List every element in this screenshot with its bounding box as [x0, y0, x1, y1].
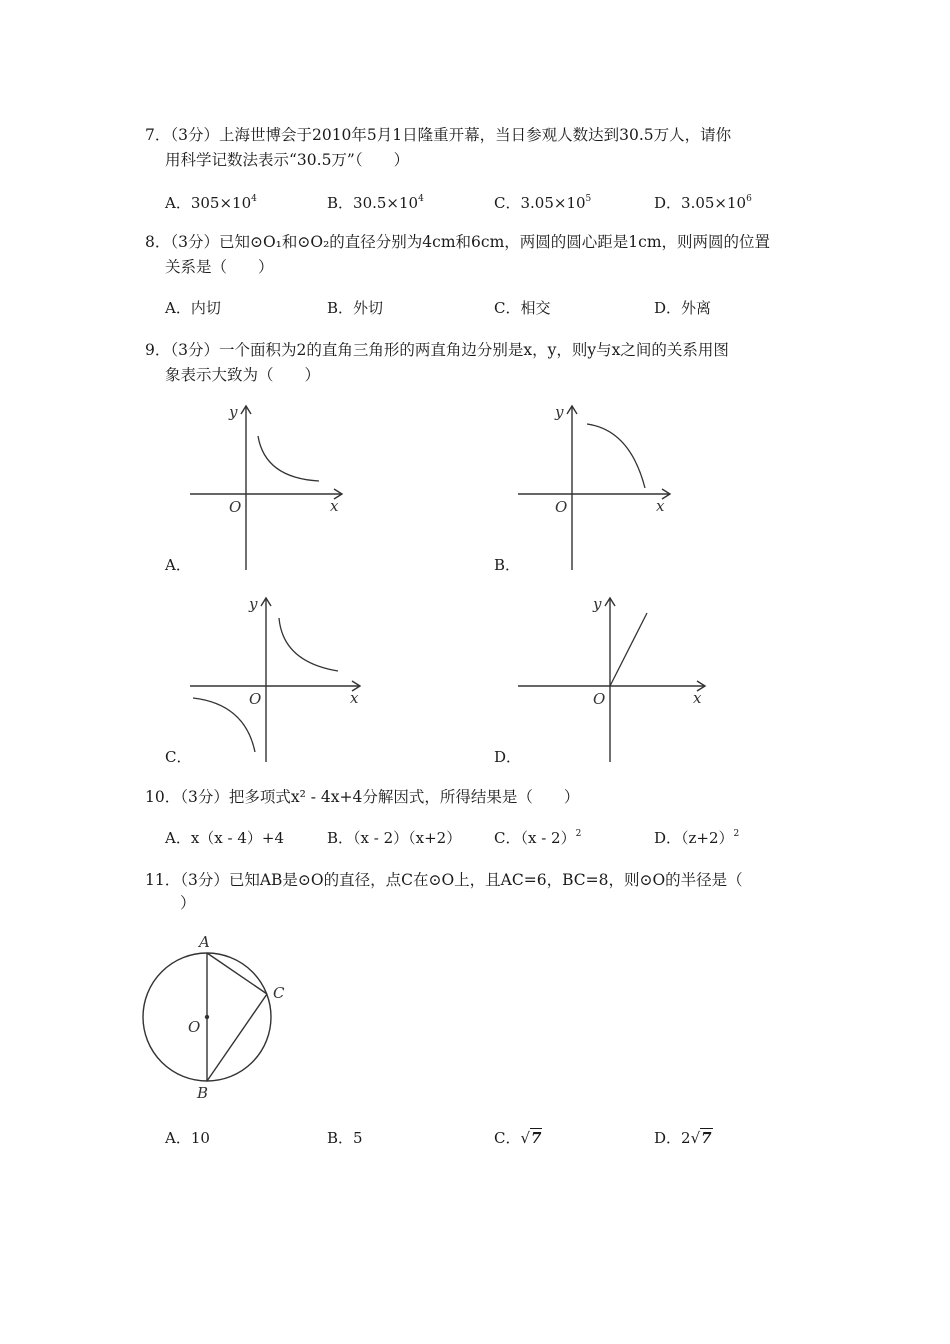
graph-c-curve-q1: [279, 618, 338, 671]
question-11-line-1: 11．（3分）已知AB是⊙O的直径，点C在⊙O上，且AC=6，BC=8，则⊙O的半径是（: [145, 871, 743, 889]
question-9-line-1: 9．（3分）一个面积为2的直角三角形的两直角边分别是x，y，则y与x之间的关系用图: [145, 341, 729, 359]
label-a: A: [199, 933, 210, 951]
sqrt-sign: √: [520, 1129, 531, 1147]
question-8-option-c: C．相交: [494, 299, 551, 317]
question-10-option-a: A．x（x ‑ 4）+4: [165, 829, 285, 847]
question-9-option-a: A．: [165, 556, 191, 574]
question-8-option-b: B．外切: [327, 299, 384, 317]
question-9-line-2: 象表示大致为（ ）: [165, 366, 321, 384]
graph-c: [185, 592, 370, 767]
label-b: B: [197, 1084, 209, 1102]
question-8-line-2: 关系是（ ）: [165, 258, 274, 276]
graph-b-y-label: y: [555, 403, 564, 421]
question-11-option-d: D．2√7: [654, 1129, 712, 1147]
graph-d-y-label: y: [593, 595, 602, 613]
question-7-line-1: 7．（3分）上海世博会于2010年5月1日隆重开幕，当日参观人数达到30.5万人，请你: [145, 126, 732, 144]
question-11-line-2: ）: [180, 894, 196, 912]
graph-b-curve: [587, 424, 645, 488]
question-7-option-d: D．$3.05\times 10^6$: [654, 194, 752, 212]
circle-figure: [135, 930, 295, 1105]
question-8-option-a: A．内切: [165, 299, 221, 317]
graph-a-x-label: x: [330, 497, 339, 515]
graph-d-origin: O: [593, 690, 606, 708]
graph-a-origin: O: [229, 498, 242, 516]
label-c: C: [273, 984, 285, 1002]
graph-b: [515, 400, 685, 575]
question-10-option-b: B．（x ‑ 2）（x+2）: [327, 829, 462, 847]
label-o: O: [188, 1018, 201, 1036]
graph-c-y-label: y: [249, 595, 258, 613]
question-7-line-2: 用科学记数法表示“30.5万”（ ）: [165, 151, 410, 169]
question-10-option-c: C．（x ‑ 2）$^2$: [494, 829, 582, 847]
graph-a-curve: [258, 436, 319, 481]
question-9-option-d: D．: [494, 748, 522, 766]
graph-d: [515, 592, 715, 767]
graph-d-x-label: x: [693, 689, 702, 707]
chord-bc: [207, 994, 267, 1081]
graph-b-origin: O: [555, 498, 568, 516]
graph-a: [185, 400, 355, 575]
question-7-option-b: B．$30.5\times 10^4$: [327, 194, 424, 212]
question-9-option-b: B．: [494, 556, 521, 574]
question-9-option-c: C．: [165, 748, 192, 766]
question-7-option-c: C．$3.05\times 10^5$: [494, 194, 592, 212]
question-10-option-d: D．$(z+2)^2$: [654, 829, 740, 847]
question-11-option-b: B．5: [327, 1129, 363, 1147]
graph-c-x-label: x: [350, 689, 359, 707]
center-point: [205, 1015, 209, 1019]
graph-d-line: [610, 613, 647, 686]
graph-c-origin: O: [249, 690, 262, 708]
question-11-option-c: C．√7: [494, 1129, 542, 1147]
question-10-line-1: 10．（3分）把多项式x² ‑ 4x+4分解因式，所得结果是（ ）: [145, 788, 580, 806]
graph-a-y-label: y: [229, 403, 238, 421]
question-8-line-1: 8．（3分）已知⊙O₁和⊙O₂的直径分别为4cm和6cm，两圆的圆心距是1cm，则两圆的位置: [145, 233, 771, 251]
sqrt-sign: √: [690, 1129, 701, 1147]
graph-c-curve-q3: [193, 698, 255, 752]
chord-ac: [207, 953, 267, 994]
question-7-option-a: A．$305\times 10^4$: [165, 194, 257, 212]
question-8-option-d: D．外离: [654, 299, 712, 317]
graph-b-x-label: x: [656, 497, 665, 515]
question-11-option-a: A．10: [165, 1129, 210, 1147]
